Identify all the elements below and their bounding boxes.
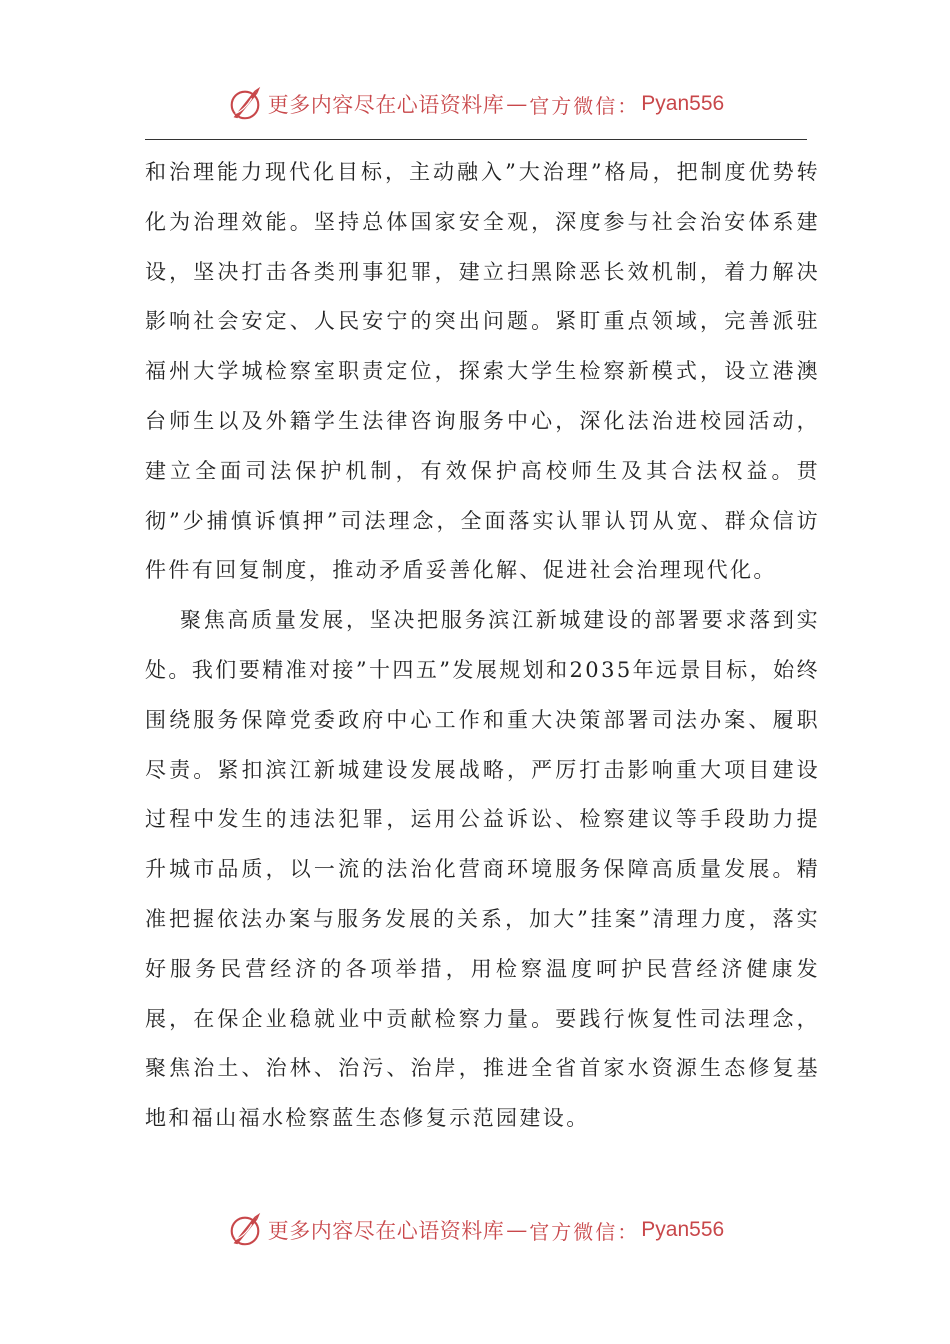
footer-wechat-label: 官方微信：	[529, 1219, 640, 1244]
footer-wechat-id: Pyan556	[641, 1218, 725, 1241]
header-brand-text: 更多内容尽在心语资料库	[267, 93, 505, 117]
quill-pen-logo-icon	[226, 1211, 264, 1249]
footer-dash: —	[506, 1218, 528, 1242]
header-dash: —	[506, 92, 528, 116]
document-body	[145, 148, 820, 1144]
header-wechat-id: Pyan556	[641, 92, 725, 115]
footer-banner	[0, 1208, 950, 1252]
header-banner	[0, 82, 950, 126]
header-divider	[145, 139, 807, 140]
paragraph-2: 聚焦高质量发展，坚决把服务滨江新城建设的部署要求落到实处。我们要精准对接”十四五”发展规划和2035年远景目标，始终围绕服务保障党委政府中心工作和重大决策部署司法办案、履职尽责。紧扣滨江新城建设发展战略，严厉打击影响重大项目建设过程中发生的违法犯罪，运用公益诉讼、检察建议等手段助力提升城市品质，以一流的法治化营商环境服务保障高质量发展。精准把握依法办案与服务发展的关系，加大”挂案”清理力度，落实好服务民营经济的各项举措，用检察温度呵护民营经济健康发展，在保企业稳就业中贡献检察力量。要践行恢复性司法理念，聚焦治土、治林、治污、治岸，推进全省首家水资源生态修复基地和福山福水检察蓝生态修复示范园建设。	[145, 608, 820, 1131]
paragraph-1: 和治理能力现代化目标，主动融入”大治理”格局，把制度优势转化为治理效能。坚持总体国家安全观，深度参与社会治安体系建设，坚决打击各类刑事犯罪，建立扫黑除恶长效机制，着力解决影响社会安定、人民安宁的突出问题。紧盯重点领域，完善派驻福州大学城检察室职责定位，探索大学生检察新模式，设立港澳台师生以及外籍学生法律咨询服务中心，深化法治进校园活动，建立全面司法保护机制，有效保护高校师生及其合法权益。贯彻”少捕慎诉慎押”司法理念，全面落实认罪认罚从宽、群众信访件件有回复制度，推动矛盾妥善化解、促进社会治理现代化。	[145, 160, 820, 583]
quill-pen-logo-icon	[226, 85, 264, 123]
footer-brand-text: 更多内容尽在心语资料库	[267, 1219, 505, 1243]
header-wechat-label: 官方微信：	[529, 93, 640, 118]
